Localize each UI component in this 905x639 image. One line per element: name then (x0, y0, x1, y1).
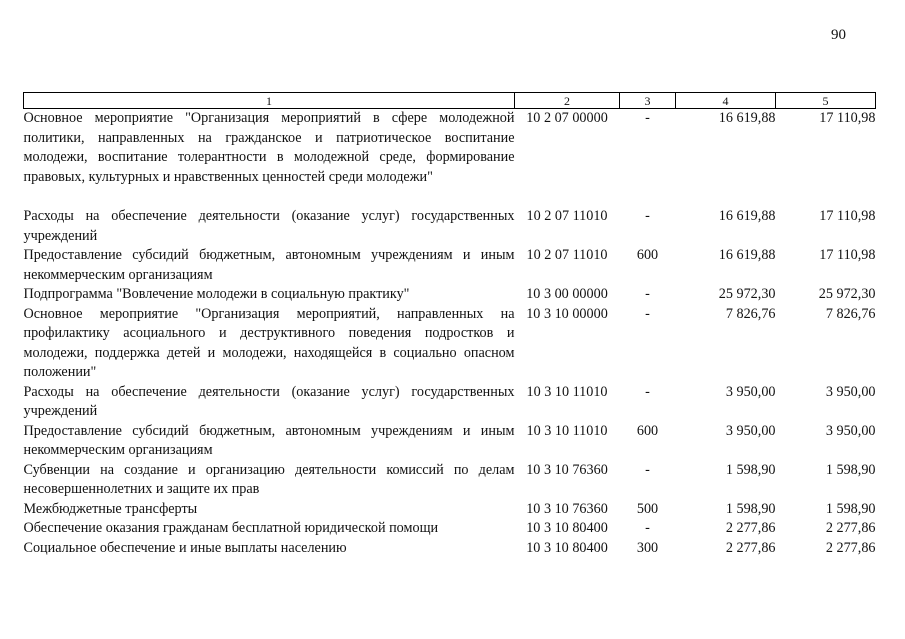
row-code: 10 3 10 80400 (526, 520, 608, 536)
row-type: 600 (636, 247, 659, 263)
row-value-2: 3 950,00 (825, 383, 876, 400)
row-code: 10 3 10 00000 (526, 305, 608, 322)
row-type: - (645, 461, 650, 478)
row-type: 500 (636, 500, 659, 517)
row-type: - (645, 305, 650, 322)
row-value-1: 16 619,88 (718, 247, 776, 263)
table-header-row (24, 93, 876, 109)
row-type: 300 (636, 539, 659, 556)
row-code: 10 3 00 00000 (526, 286, 608, 302)
budget-table (23, 92, 876, 558)
page-number: 90 (831, 27, 846, 43)
table-row (24, 109, 876, 208)
row-value-2: 2 277,86 (825, 539, 876, 556)
row-value-2: 7 826,76 (825, 305, 876, 322)
header-col-2: 2 (515, 93, 620, 109)
row-code: 10 2 07 11010 (526, 247, 608, 263)
row-code: 10 3 10 11010 (526, 422, 608, 439)
row-type: - (645, 208, 650, 224)
table-row (24, 500, 876, 520)
table-row (24, 246, 876, 285)
row-value-1: 3 950,00 (725, 422, 776, 439)
row-name: Социальное обеспечение и иные выплаты населению (23, 539, 347, 556)
row-type: - (645, 383, 650, 400)
row-value-2: 17 110,98 (819, 247, 876, 263)
row-code: 10 2 07 11010 (526, 208, 608, 224)
table-row (24, 207, 876, 246)
table-row (24, 519, 876, 539)
table-row (24, 461, 876, 500)
row-type: - (645, 110, 650, 126)
row-type: 600 (636, 422, 659, 439)
row-value-1: 1 598,90 (725, 500, 776, 517)
row-value-2: 25 972,30 (818, 286, 876, 302)
row-code: 10 3 10 76360 (526, 500, 608, 517)
row-value-2: 17 110,98 (819, 208, 876, 224)
row-code: 10 3 10 80400 (526, 539, 608, 556)
row-value-1: 16 619,88 (718, 208, 776, 224)
row-name: Основное мероприятие "Организация мероприятий, направленных на профилактику асоциального и деструктивного поведения подростков и молодежи, поддержка детей и молодежи, находящейся в социально опасном положении" (23, 305, 515, 380)
row-value-2: 1 598,90 (825, 461, 876, 478)
row-code: 10 3 10 11010 (526, 383, 608, 400)
row-name: Основное мероприятие "Организация мероприятий в сфере молодежной политики, направленных на гражданское и патриотическое воспитание молодежи, воспитание толерантности в молодежной среде, формирование правовых, культурных и нравственных ценностей среди молодежи" (23, 110, 515, 185)
row-name: Субвенции на создание и организацию деятельности комиссий по делам несовершеннолетних и защите их прав (23, 461, 515, 497)
header-col-3: 3 (620, 93, 676, 109)
table-row (24, 383, 876, 422)
table-row (24, 305, 876, 383)
row-name: Расходы на обеспечение деятельности (оказание услуг) государственных учреждений (23, 208, 515, 244)
header-col-1: 1 (24, 93, 515, 109)
row-value-2: 3 950,00 (825, 422, 876, 439)
row-value-1: 1 598,90 (725, 461, 776, 478)
row-code: 10 2 07 00000 (526, 110, 608, 126)
row-value-2: 1 598,90 (825, 500, 876, 517)
row-name: Предоставление субсидий бюджетным, автономным учреждениям и иным некоммерческим организациям (23, 247, 515, 283)
header-col-5: 5 (776, 93, 876, 109)
row-name: Обеспечение оказания гражданам бесплатной юридической помощи (23, 520, 439, 536)
row-value-1: 2 277,86 (725, 539, 776, 556)
row-type: - (645, 520, 650, 536)
table-row (24, 539, 876, 559)
row-value-2: 2 277,86 (825, 520, 876, 536)
row-name: Предоставление субсидий бюджетным, автономным учреждениям и иным некоммерческим организациям (23, 422, 515, 458)
row-value-1: 2 277,86 (725, 520, 776, 536)
row-type: - (645, 286, 650, 302)
table-row (24, 422, 876, 461)
row-value-1: 25 972,30 (718, 286, 776, 302)
row-name: Межбюджетные трансферты (23, 500, 198, 517)
header-col-4: 4 (676, 93, 776, 109)
row-value-1: 3 950,00 (725, 383, 776, 400)
row-name: Расходы на обеспечение деятельности (оказание услуг) государственных учреждений (23, 383, 515, 419)
row-value-2: 17 110,98 (819, 110, 876, 126)
row-value-1: 7 826,76 (725, 305, 776, 322)
table-row (24, 285, 876, 305)
row-code: 10 3 10 76360 (526, 461, 608, 478)
row-value-1: 16 619,88 (718, 110, 776, 126)
row-name: Подпрограмма "Вовлечение молодежи в социальную практику" (23, 286, 410, 302)
